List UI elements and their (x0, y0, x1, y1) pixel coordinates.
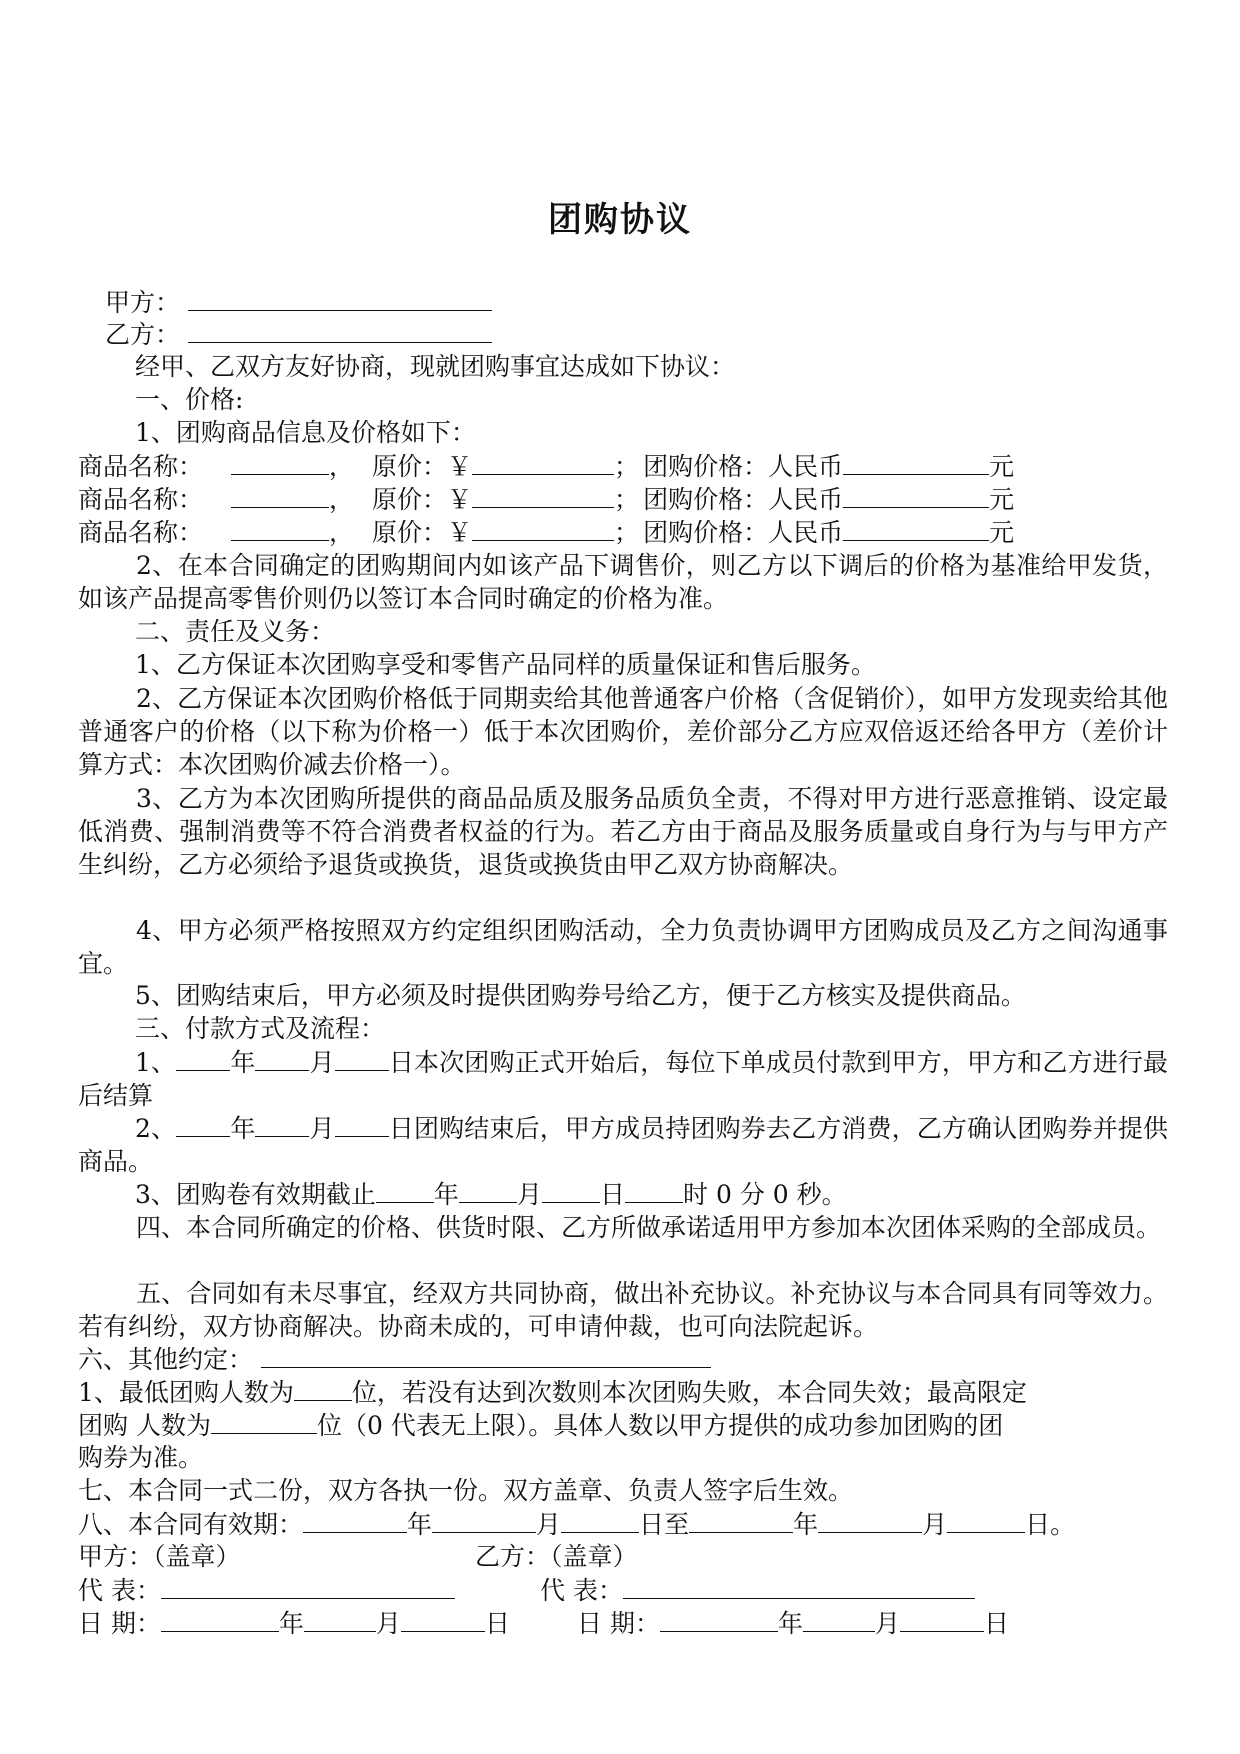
day-label: 日 (388, 1114, 415, 1143)
year-label: 年 (793, 1510, 819, 1539)
rep-label: 代 表： (540, 1576, 623, 1605)
date-label: 日 期： (577, 1609, 660, 1638)
party-b-line (105, 318, 492, 351)
party-a-date-line (78, 1607, 510, 1640)
month-label: 月 (375, 1609, 401, 1638)
section-1-heading: 一、价格: (135, 385, 244, 414)
orig-price-label: 原价：￥ (372, 452, 473, 481)
party-b-month-blank[interactable] (803, 1607, 875, 1632)
section-2-item-3: 3、乙方为本次团购所提供的商品品质及服务品质负全责，不得对甲方进行恶意推销、设定最低消费、强制消费等不符合消费者权益的行为。若乙方由于商品及服务质量或自身行为与与甲方产生纠纷，乙方必须给予退货或换货，退货或换货由甲乙双方协商解决。 (78, 784, 1168, 879)
section-4: 四、本合同所确定的价格、供货时限、乙方所做承诺适用甲方参加本次团体采购的全部成员。 (136, 1213, 1162, 1242)
orig-price-blank[interactable] (472, 483, 614, 508)
month-blank[interactable] (255, 1112, 309, 1137)
party-b-label: 乙方： (105, 320, 181, 349)
date-label: 日 期： (78, 1609, 161, 1638)
section-2-item-2: 2、乙方保证本次团购价格低于同期卖给其他普通客户价格（含促销价），如甲方发现卖给其他普通客户的价格（以下称为价格一）低于本次团购价，差价部分乙方应双倍返还给各甲方（差价计算方式：本次团购价减去价格一）。 (78, 684, 1168, 779)
page-title: 团购协议 (548, 200, 692, 240)
goods-row (78, 483, 1014, 516)
party-b-seal: 乙方：（盖章） (475, 1542, 638, 1571)
end-month-blank[interactable] (818, 1508, 922, 1533)
section-6-item-1-line-2 (78, 1409, 1003, 1442)
group-price-blank[interactable] (843, 516, 989, 541)
orig-price-label: 原价：￥ (372, 485, 473, 514)
section-2-item-4: 4、甲方必须严格按照双方约定组织团购活动，全力负责协调甲方团购成员及乙方之间沟通事宜。 (78, 916, 1168, 978)
day-blank[interactable] (335, 1112, 389, 1137)
section-1-item-2: 2、在本合同确定的团购期间内如该产品下调售价，则乙方以下调后的价格为基准给甲发货，如该产品提高零售价则仍以签订本合同时确定的价格为准。 (78, 551, 1168, 613)
goods-label: 商品名称： (78, 485, 204, 514)
text: 位，若没有达到次数则本次团购失败，本合同失效；最高限定 (351, 1378, 1027, 1407)
party-b-rep-line (540, 1574, 975, 1607)
section-1-item-1: 1、团购商品信息及价格如下： (135, 418, 476, 447)
day-label: 日 (599, 1180, 625, 1209)
end-day-blank[interactable] (947, 1508, 1025, 1533)
goods-row (78, 516, 1014, 549)
item-prefix: 2、 (135, 1114, 177, 1143)
month-label: 月 (309, 1114, 335, 1143)
section-8-label: 八、本合同有效期： (78, 1510, 304, 1539)
day-label: 日 (983, 1609, 1009, 1638)
yuan-label: 元 (989, 518, 1015, 547)
semicolon: ； (614, 485, 640, 514)
year-blank[interactable] (176, 1046, 230, 1071)
item-prefix: 1、 (135, 1048, 177, 1077)
hour-label: 时 (682, 1180, 708, 1209)
year-label: 年 (230, 1114, 256, 1143)
year-label: 年 (777, 1609, 803, 1638)
max-people-blank[interactable] (211, 1409, 317, 1434)
yuan-label: 元 (989, 452, 1015, 481)
text: 1、最低团购人数为 (78, 1378, 294, 1407)
group-price-label: 团购价格：人民币 (643, 518, 844, 547)
party-a-month-blank[interactable] (304, 1607, 376, 1632)
group-price-blank[interactable] (843, 450, 989, 475)
year-label: 年 (433, 1180, 459, 1209)
item-end: 0 分 0 秒。 (715, 1180, 847, 1209)
yuan-label: 元 (989, 485, 1015, 514)
party-b-year-blank[interactable] (660, 1607, 778, 1632)
group-price-blank[interactable] (843, 483, 989, 508)
party-a-day-blank[interactable] (401, 1607, 485, 1632)
goods-name-blank[interactable] (231, 483, 329, 508)
section-3-item-2 (78, 1112, 1168, 1178)
section-5: 五、合同如有未尽事宜，经双方共同协商，做出补充协议。补充协议与本合同具有同等效力。若有纠纷，双方协商解决。协商未成的，可申请仲裁，也可向法院起诉。 (78, 1279, 1168, 1341)
day-label: 日 (1025, 1510, 1051, 1539)
month-label: 月 (874, 1609, 900, 1638)
to-label: 至 (664, 1510, 690, 1539)
party-a-rep-blank[interactable] (161, 1574, 455, 1599)
month-label: 月 (536, 1510, 562, 1539)
year-label: 年 (278, 1609, 304, 1638)
comma: ， (329, 518, 355, 547)
period-end: 。 (1050, 1510, 1076, 1539)
item-text: 本次团购正式开始后，每位下单成员付款到甲方，甲方和乙方进行最后结算 (78, 1048, 1168, 1110)
year-label: 年 (230, 1048, 256, 1077)
group-price-label: 团购价格：人民币 (643, 485, 844, 514)
goods-row (78, 450, 1014, 483)
semicolon: ； (614, 518, 640, 547)
section-3-item-3 (135, 1178, 847, 1211)
item-prefix: 3、团购卷有效期截止 (135, 1180, 376, 1209)
orig-price-blank[interactable] (472, 450, 614, 475)
year-label: 年 (407, 1510, 433, 1539)
section-3-heading: 三、付款方式及流程： (135, 1014, 386, 1043)
semicolon: ； (614, 452, 640, 481)
text: 位（0 代表无上限）。具体人数以甲方提供的成功参加团购的团 (316, 1411, 1004, 1440)
section-6-item-1-line-1 (78, 1376, 1027, 1409)
start-month-blank[interactable] (432, 1508, 536, 1533)
end-year-blank[interactable] (689, 1508, 793, 1533)
party-a-seal: 甲方：（盖章） (78, 1542, 241, 1571)
section-2-item-1: 1、乙方保证本次团购享受和零售产品同样的质量保证和售后服务。 (135, 650, 876, 679)
goods-name-blank[interactable] (231, 450, 329, 475)
goods-label: 商品名称： (78, 518, 204, 547)
party-b-rep-blank[interactable] (623, 1574, 975, 1599)
party-b-blank[interactable] (188, 318, 492, 343)
day-blank[interactable] (335, 1046, 389, 1071)
month-blank[interactable] (459, 1178, 517, 1203)
section-2-item-5: 5、团购结束后，甲方必须及时提供团购券号给乙方，便于乙方核实及提供商品。 (135, 981, 1026, 1010)
comma: ， (329, 452, 355, 481)
day-label: 日 (639, 1510, 665, 1539)
intro-text: 经甲、乙双方友好协商，现就团购事宜达成如下协议： (135, 352, 736, 381)
hour-blank[interactable] (625, 1178, 683, 1203)
day-label: 日 (484, 1609, 510, 1638)
month-label: 月 (516, 1180, 542, 1209)
group-price-label: 团购价格：人民币 (643, 452, 844, 481)
party-a-label: 甲方： (105, 288, 181, 317)
month-blank[interactable] (255, 1046, 309, 1071)
year-blank[interactable] (376, 1178, 434, 1203)
party-a-rep-line (78, 1574, 455, 1607)
day-blank[interactable] (542, 1178, 600, 1203)
section-2-heading: 二、责任及义务： (135, 617, 336, 646)
party-a-line (105, 286, 492, 319)
start-day-blank[interactable] (561, 1508, 639, 1533)
goods-name-blank[interactable] (231, 516, 329, 541)
min-people-blank[interactable] (294, 1376, 352, 1401)
text: 团购 人数为 (78, 1411, 211, 1440)
month-label: 月 (922, 1510, 948, 1539)
day-label: 日 (388, 1048, 415, 1077)
party-b-date-line (577, 1607, 1009, 1640)
item-text: 团购结束后，甲方成员持团购券去乙方消费，乙方确认团购券并提供商品。 (78, 1114, 1168, 1176)
month-label: 月 (309, 1048, 335, 1077)
other-agreement-blank[interactable] (261, 1343, 711, 1368)
comma: ， (329, 485, 355, 514)
rep-label: 代 表： (78, 1576, 161, 1605)
party-a-year-blank[interactable] (161, 1607, 279, 1632)
section-7: 七、本合同一式二份，双方各执一份。双方盖章、负责人签字后生效。 (78, 1476, 854, 1505)
year-blank[interactable] (176, 1112, 230, 1137)
section-6-line (78, 1343, 711, 1376)
goods-label: 商品名称： (78, 452, 204, 481)
section-3-item-1 (78, 1046, 1168, 1112)
section-6-label: 六、其他约定： (78, 1345, 254, 1374)
orig-price-label: 原价：￥ (372, 518, 473, 547)
party-b-day-blank[interactable] (900, 1607, 984, 1632)
party-a-blank[interactable] (188, 286, 492, 311)
orig-price-blank[interactable] (472, 516, 614, 541)
start-year-blank[interactable] (303, 1508, 407, 1533)
section-6-item-1-line-3: 购券为准。 (78, 1443, 204, 1472)
section-8-line (78, 1508, 1075, 1541)
